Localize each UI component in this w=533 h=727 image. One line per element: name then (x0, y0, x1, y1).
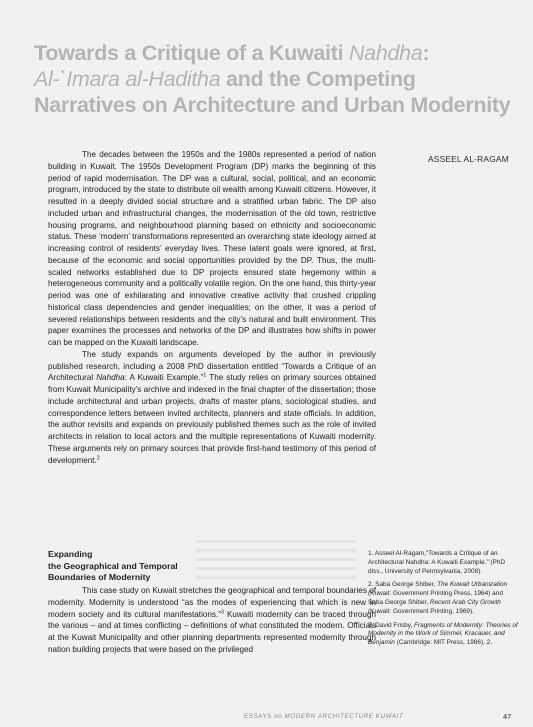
bleed-through-shadow (196, 540, 356, 580)
heading-line: the Geographical and Temporal (48, 560, 178, 571)
text-span-italic: Nahdha (96, 373, 125, 383)
text-span: The study relies on primary sources obtained from Kuwait Municipality’s archive and indexed in the final chapter of the dissertation; those include architectural and urban projects, drafts of master plans, sociological studies, and correspondence letters between invited architects, planners and state officials. In addition, the author revisits and expands on previously published themes such as the role of invited architects in relation to local actors and the multiple representations of Kuwaiti modernity. These arguments rely on primary sources that provide first-hand testimony of this period of development. (48, 373, 376, 465)
text-span: Kuwaiti modernity can be traced through the various – and at times conflicting – definitions of what constituted the modern. Officials at the Kuwait Municipality and other planning departments represented modernity through nation building projects that were based on the privileged (48, 609, 376, 654)
title-part: : (422, 41, 430, 65)
heading-line: Boundaries of Modernity (48, 572, 151, 582)
section-heading (48, 549, 178, 584)
text-span: The study expands on arguments developed by the author in previously published research, including a 2008 PhD dissertation entitled “Towards a Critique of an Architectural (48, 349, 376, 383)
text-span: (Cambridge: MIT Press, 1986), 2. (394, 639, 493, 647)
title-part: Towards a Critique of a (34, 41, 269, 65)
body-paragraph-2 (48, 349, 376, 467)
text-span-italic: The Kuwait Urbanization (437, 581, 508, 589)
text-span: This case study on Kuwait stretches the geographical and temporal boundaries of modernity. Modernity is understood “as the modes of experiencing that which is new in modern society and its cultural manifestations.” (48, 586, 376, 619)
page-footer (0, 713, 533, 727)
text-span-italic: Recent Arab City Growth (429, 598, 501, 606)
text-span: 2. Saba George Shiber, (368, 581, 438, 589)
title-part: and the Competing (220, 67, 416, 91)
title-part-italic: Al-`Imara al-Haditha (34, 67, 221, 91)
text-span: ESSAYS on (244, 713, 285, 720)
footnotes (368, 550, 518, 653)
text-span: : A Kuwaiti Example.” (124, 373, 204, 383)
text-span: (Kuwait: Government Printing Press, 1964) and Saba George Shiber, (368, 590, 503, 606)
text-span-italic: Fragments of Modernity: Theories of Modernity in the Work of Simmel, Kracauer, and Benjamin (368, 621, 518, 647)
page-number: 47 (503, 712, 512, 721)
footnote-2 (368, 581, 518, 616)
title-part: Kuwaiti (268, 41, 349, 65)
footnote-ref[interactable]: 3 (220, 608, 224, 615)
text-span: (Kuwait: Government Printing, 1969). (368, 607, 474, 615)
footnote-3 (368, 622, 518, 648)
footnote-ref[interactable]: 2 (96, 454, 100, 461)
footnote-1: 1. Asseel Al-Ragam,“Towards a Critique of an Architectural Nahdha: A Kuwaiti Example.” (PhD diss., University of Pennsylvania, 2008). (368, 550, 506, 575)
heading-line: Expanding (48, 549, 93, 559)
title-line-1 (34, 40, 504, 66)
author-name: ASSEEL AL-RAGAM (428, 154, 509, 164)
body-text (48, 149, 376, 466)
text-span-italic: MODERN ARCHITECTURE KUWAIT (284, 713, 404, 720)
body-paragraph-3 (48, 585, 376, 656)
section-body-text (48, 585, 376, 656)
article-title (34, 40, 511, 118)
footnote-ref[interactable]: 1 (203, 372, 207, 379)
title-part-italic: Nahdha (348, 41, 423, 65)
body-paragraph-1: The decades between the 1950s and the 1980s represented a period of nation building in Kuwait. The 1950s Development Program (DP) marks the beginning of this period of rapid modernisation. The DP was a cultural, social, political, and an economic program, introduced by the state to distribute oil wealth among Kuwaiti citizens. However, it resulted in a deeply divided social structure and a stratified urban fabric. The DP also included urban and infrastructural changes, the modernisation of the old town, restrictive housing programs, and neighbourhood planning based on ethnicity and socioeconomic status. These ‘modern’ transformations represented an overarching state ideology aimed at increasing control of residents’ everyday lives. These latent goals were ignored, at first, because of the economic and social opportunities provided by the DP. Thus, the multi-scaled networks established due to DP projects ensured state hegemony within a heterogeneous community and a politically volatile region. On the one hand, this thirty-year period was one of exhilarating and innovative creative activity that crushed crippling historical class dependencies and gender inequalities; on the other, it was a period of severed relationships between residents and the city’s natural and built environment. This paper examines the processes and networks of the DP and illustrates how shifts in power can be mapped on the Kuwaiti landscape. (48, 150, 376, 347)
text-span: 3. David Frisby, (368, 621, 415, 629)
title-line-2 (34, 66, 504, 92)
title-line-3: Narratives on Architecture and Urban Modernity (34, 93, 511, 117)
